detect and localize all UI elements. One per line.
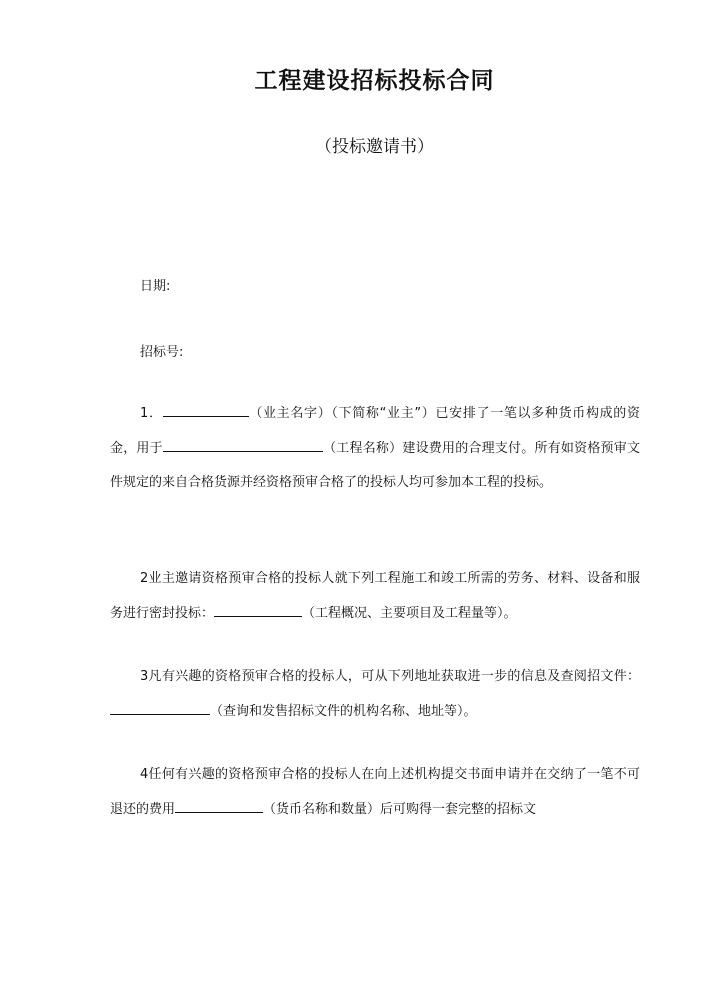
paragraph-3	[110, 660, 640, 729]
paragraph-1-prefix: 1．	[140, 406, 163, 421]
inquiry-address-blank[interactable]	[110, 700, 210, 715]
document-subtitle: （投标邀请书）	[315, 137, 434, 157]
project-overview-blank[interactable]	[214, 602, 302, 617]
project-name-blank[interactable]	[163, 437, 323, 452]
paragraph-1-text-b: （工程名称）建设费用的合理支付。所有如资格预审文件规定的来自合格货源并经资格预审合格了的投标人均可参加本工程的投标。	[110, 440, 640, 490]
paragraph-4-text-b: （货币名称和数量）后可购得一套完整的招标文	[263, 801, 537, 817]
fee-amount-blank[interactable]	[175, 798, 263, 813]
paragraph-2	[110, 562, 640, 631]
paragraph-3-text-b: （查询和发售招标文件的机构名称、地址等）。	[210, 703, 477, 719]
document-title: 工程建设招标投标合同	[254, 68, 495, 94]
owner-name-blank[interactable]	[163, 402, 249, 417]
paragraph-1-text-a: （业主名字）（下简称“业主”）已安排了一笔以多种货币构成的资金，用于	[110, 406, 640, 456]
paragraph-4-text-a: 4任何有兴趣的资格预审合格的投标人在向上述机构提交书面申请并在交纳了一笔不可退还的费用	[110, 767, 640, 817]
paragraph-3-text-a: 3凡有兴趣的资格预审合格的投标人，可从下列地址获取进一步的信息及查阅招文件：	[140, 669, 640, 684]
paragraph-4	[110, 758, 640, 827]
bid-number-label: 招标号:	[140, 345, 184, 360]
paragraph-2-text-a: 2业主邀请资格预审合格的投标人就下列工程施工和竣工所需的劳务、材料、设备和服务进行密封投标：	[110, 571, 640, 621]
date-label: 日期:	[140, 279, 171, 294]
paragraph-2-text-b: （工程概况、主要项目及工程量等）。	[302, 605, 517, 621]
paragraph-1	[110, 397, 640, 501]
